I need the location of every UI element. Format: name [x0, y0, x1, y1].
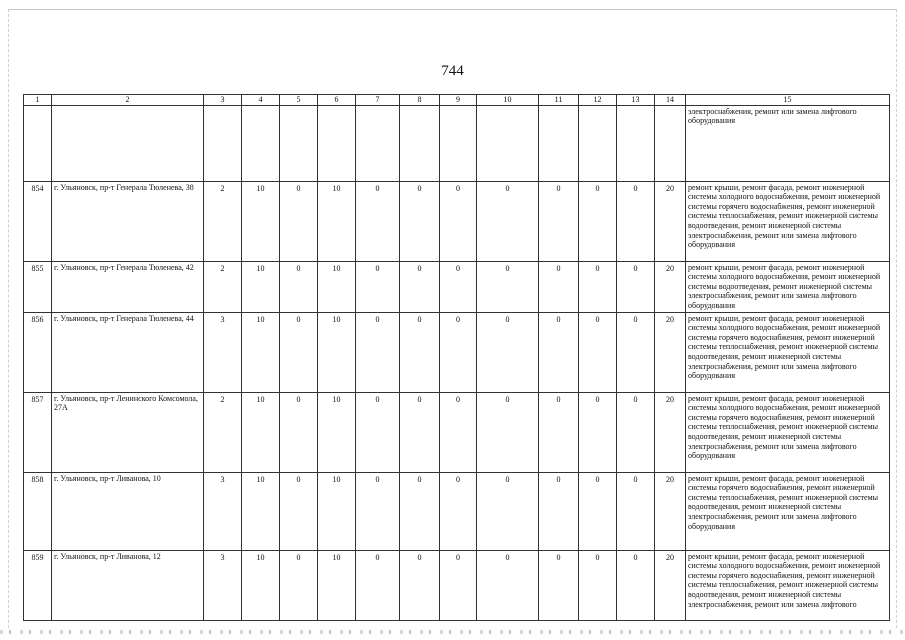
- works-list-cell: ремонт крыши, ремонт фасада, ремонт инженерной системы холодного водоснабжения, ремонт инженерной системы горячего водоснабжения, ремонт инженерной системы теплоснабжения, ремонт инженерной системы водоотведения, ремонт инженерной системы электроснабжения, ремонт или замена лифтового оборудования: [686, 312, 890, 392]
- column-number-3: 3: [204, 95, 242, 106]
- value-cell-col-7: 0: [356, 472, 400, 550]
- value-cell-col-11: 0: [539, 261, 579, 312]
- page-edge-top: [8, 9, 897, 10]
- row-number-cell: 855: [24, 261, 52, 312]
- value-cell-col-10: 0: [477, 312, 539, 392]
- value-cell-col-13: 0: [617, 181, 655, 261]
- address-cell: г. Ульяновск, пр-т Ленинского Комсомола, 27А: [52, 392, 204, 472]
- value-cell-col-12: 0: [579, 472, 617, 550]
- page-edge-left: [8, 9, 9, 628]
- value-cell-col-3: 3: [204, 472, 242, 550]
- value-cell-col-4: 10: [242, 312, 280, 392]
- value-cell-col-8: 0: [400, 472, 440, 550]
- value-cell-col-10: 0: [477, 261, 539, 312]
- value-cell-col-10: 0: [477, 181, 539, 261]
- value-cell-col-9: 0: [440, 392, 477, 472]
- value-cell-col-4: 10: [242, 261, 280, 312]
- value-cell-col-6: 10: [318, 392, 356, 472]
- column-number-2: 2: [52, 95, 204, 106]
- value-cell-col-5: 0: [280, 181, 318, 261]
- value-cell-col-14: 20: [655, 472, 686, 550]
- table-row: [24, 261, 890, 312]
- value-cell-col-7: 0: [356, 181, 400, 261]
- value-cell-col-5: 0: [280, 392, 318, 472]
- column-number-1: 1: [24, 95, 52, 106]
- address-cell: г. Ульяновск, пр-т Генерала Тюленева, 38: [52, 181, 204, 261]
- value-cell-col-7: 0: [356, 550, 400, 620]
- column-number-12: 12: [579, 95, 617, 106]
- value-cell-col-5: 0: [280, 261, 318, 312]
- value-cell-col-12: 0: [579, 312, 617, 392]
- value-cell-col-3: 2: [204, 181, 242, 261]
- value-cell-col-9: 0: [440, 472, 477, 550]
- value-cell-col-13: 0: [617, 261, 655, 312]
- value-cell-col-14: 20: [655, 312, 686, 392]
- value-cell-col-3: 3: [204, 312, 242, 392]
- value-cell-col-4: 10: [242, 472, 280, 550]
- value-cell-col-12: 0: [579, 181, 617, 261]
- value-cell-col-13: 0: [617, 550, 655, 620]
- value-cell-col-12: 0: [579, 392, 617, 472]
- column-number-8: 8: [400, 95, 440, 106]
- value-cell-col-8: 0: [400, 312, 440, 392]
- table-row: [24, 550, 890, 620]
- works-list-cell: ремонт крыши, ремонт фасада, ремонт инженерной системы холодного водоснабжения, ремонт инженерной системы водоотведения, ремонт инженерной системы электроснабжения, ремонт или замена лифтового оборудования: [686, 261, 890, 312]
- value-cell-col-6: 10: [318, 261, 356, 312]
- column-number-7: 7: [356, 95, 400, 106]
- continuation-works-cell: электроснабжения, ремонт или замена лифтового оборудования: [686, 105, 890, 181]
- value-cell-col-5: 0: [280, 312, 318, 392]
- value-cell-col-14: 20: [655, 550, 686, 620]
- value-cell-col-6: 10: [318, 181, 356, 261]
- page-edge-right: [896, 9, 897, 628]
- value-cell-col-3: 3: [204, 550, 242, 620]
- value-cell-col-11: 0: [539, 312, 579, 392]
- value-cell-col-9: 0: [440, 261, 477, 312]
- column-number-10: 10: [477, 95, 539, 106]
- value-cell-col-5: 0: [280, 550, 318, 620]
- value-cell-col-4: 10: [242, 181, 280, 261]
- column-number-11: 11: [539, 95, 579, 106]
- value-cell-col-11: 0: [539, 550, 579, 620]
- column-number-15: 15: [686, 95, 890, 106]
- value-cell-col-7: 0: [356, 312, 400, 392]
- row-number-cell: 857: [24, 392, 52, 472]
- row-number-cell: 854: [24, 181, 52, 261]
- column-number-9: 9: [440, 95, 477, 106]
- row-number-cell: 859: [24, 550, 52, 620]
- value-cell-col-8: 0: [400, 392, 440, 472]
- value-cell-col-11: 0: [539, 181, 579, 261]
- value-cell-col-10: 0: [477, 472, 539, 550]
- value-cell-col-11: 0: [539, 472, 579, 550]
- value-cell-col-11: 0: [539, 392, 579, 472]
- column-number-row: [24, 95, 890, 106]
- row-number-cell: 858: [24, 472, 52, 550]
- value-cell-col-6: 10: [318, 550, 356, 620]
- value-cell-col-14: 20: [655, 181, 686, 261]
- address-cell: г. Ульяновск, пр-т Генерала Тюленева, 44: [52, 312, 204, 392]
- value-cell-col-9: 0: [440, 550, 477, 620]
- works-list-cell: ремонт крыши, ремонт фасада, ремонт инженерной системы холодного водоснабжения, ремонт инженерной системы горячего водоснабжения, ремонт инженерной системы теплоснабжения, ремонт инженерной системы водоотведения, ремонт инженерной системы электроснабжения, ремонт или замена лифтового оборудования: [686, 392, 890, 472]
- table-row: [24, 312, 890, 392]
- value-cell-col-8: 0: [400, 261, 440, 312]
- row-number-cell: 856: [24, 312, 52, 392]
- value-cell-col-13: 0: [617, 392, 655, 472]
- value-cell-col-14: 20: [655, 392, 686, 472]
- column-number-14: 14: [655, 95, 686, 106]
- value-cell-col-12: 0: [579, 550, 617, 620]
- value-cell-col-6: 10: [318, 472, 356, 550]
- value-cell-col-10: 0: [477, 392, 539, 472]
- value-cell-col-3: 2: [204, 261, 242, 312]
- column-number-4: 4: [242, 95, 280, 106]
- column-number-13: 13: [617, 95, 655, 106]
- value-cell-col-12: 0: [579, 261, 617, 312]
- value-cell-col-6: 10: [318, 312, 356, 392]
- value-cell-col-8: 0: [400, 181, 440, 261]
- value-cell-col-5: 0: [280, 472, 318, 550]
- table-row: [24, 392, 890, 472]
- value-cell-col-4: 10: [242, 392, 280, 472]
- works-list-cell: ремонт крыши, ремонт фасада, ремонт инженерной системы горячего водоснабжения, ремонт инженерной системы теплоснабжения, ремонт инженерной системы водоотведения, ремонт инженерной системы электроснабжения, ремонт или замена лифтового оборудования: [686, 472, 890, 550]
- column-number-6: 6: [318, 95, 356, 106]
- value-cell-col-13: 0: [617, 312, 655, 392]
- value-cell-col-13: 0: [617, 472, 655, 550]
- value-cell-col-7: 0: [356, 392, 400, 472]
- value-cell-col-8: 0: [400, 550, 440, 620]
- value-cell-col-7: 0: [356, 261, 400, 312]
- value-cell-col-9: 0: [440, 312, 477, 392]
- address-cell: г. Ульяновск, пр-т Ливанова, 12: [52, 550, 204, 620]
- works-list-cell: ремонт крыши, ремонт фасада, ремонт инженерной системы холодного водоснабжения, ремонт инженерной системы горячего водоснабжения, ремонт инженерной системы теплоснабжения, ремонт инженерной системы водоотведения, ремонт инженерной системы электроснабжения, ремонт или замена лифтового: [686, 550, 890, 620]
- value-cell-col-10: 0: [477, 550, 539, 620]
- continuation-row: [24, 105, 890, 181]
- value-cell-col-3: 2: [204, 392, 242, 472]
- address-cell: г. Ульяновск, пр-т Генерала Тюленева, 42: [52, 261, 204, 312]
- scan-artifact-line: [0, 630, 905, 634]
- value-cell-col-4: 10: [242, 550, 280, 620]
- table-row: [24, 472, 890, 550]
- table-row: [24, 181, 890, 261]
- value-cell-col-9: 0: [440, 181, 477, 261]
- page-number: 744: [441, 63, 464, 79]
- column-number-5: 5: [280, 95, 318, 106]
- works-list-cell: ремонт крыши, ремонт фасада, ремонт инженерной системы холодного водоснабжения, ремонт инженерной системы горячего водоснабжения, ремонт инженерной системы теплоснабжения, ремонт инженерной системы водоотведения, ремонт инженерной системы электроснабжения, ремонт или замена лифтового оборудования: [686, 181, 890, 261]
- repair-program-table: [23, 94, 890, 621]
- value-cell-col-14: 20: [655, 261, 686, 312]
- address-cell: г. Ульяновск, пр-т Ливанова, 10: [52, 472, 204, 550]
